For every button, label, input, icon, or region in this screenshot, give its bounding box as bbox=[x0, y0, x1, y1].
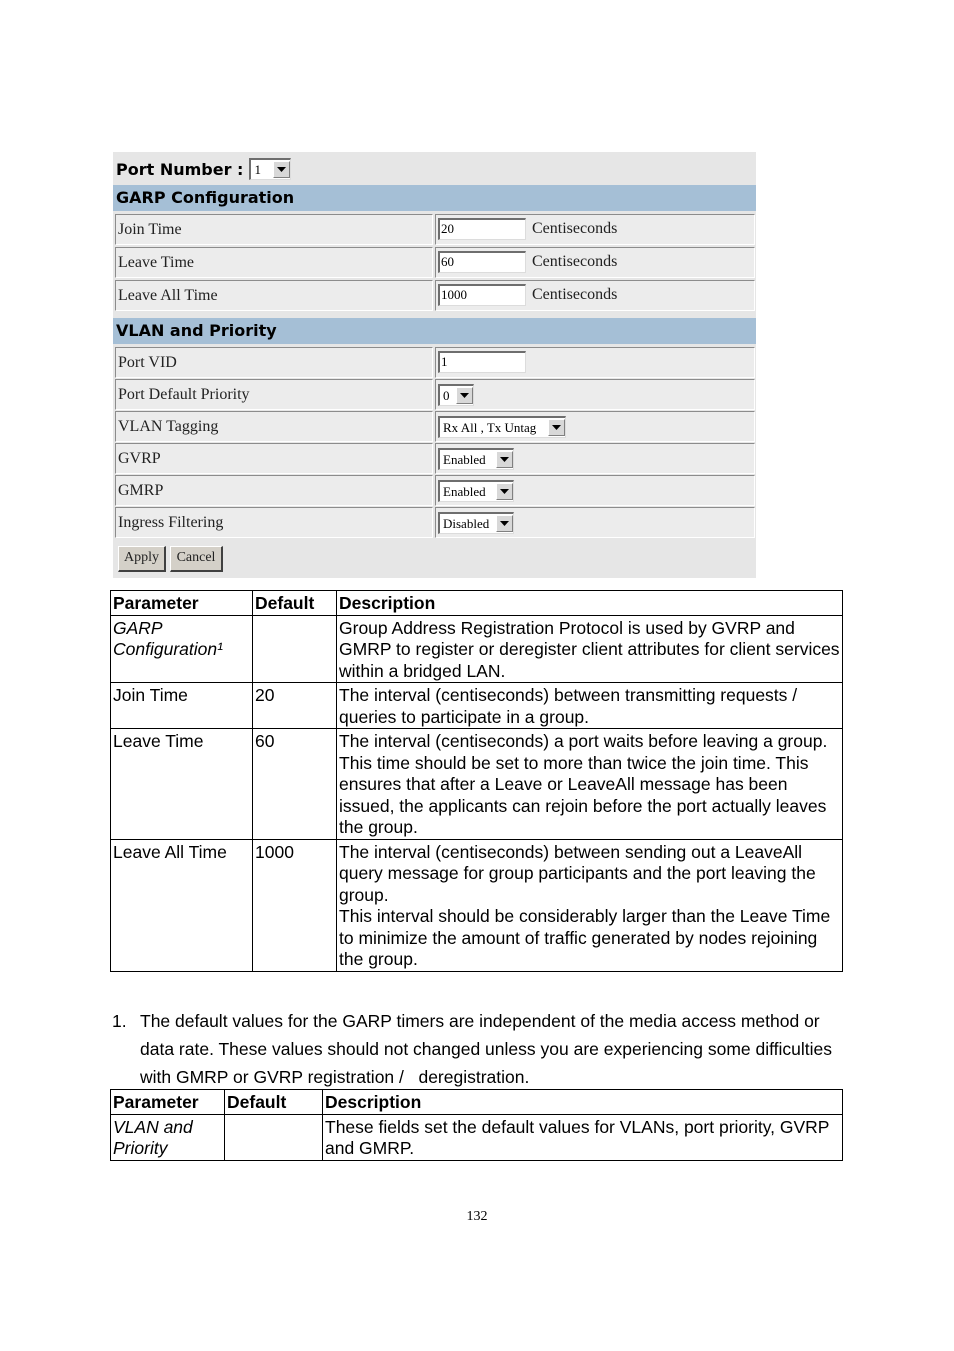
table-row bbox=[111, 839, 843, 971]
default-cell: 60 bbox=[253, 729, 337, 840]
chevron-down-icon bbox=[496, 451, 513, 468]
description-cell bbox=[337, 729, 843, 840]
leave-time-control-cell bbox=[435, 247, 755, 278]
vlan-tagging-value: Rx All , Tx Untag bbox=[443, 419, 537, 435]
param-cell: VLAN and Priority bbox=[111, 1114, 225, 1160]
chevron-down-icon bbox=[496, 483, 513, 500]
ingress-filtering-row bbox=[115, 507, 755, 538]
ingress-filtering-select[interactable] bbox=[438, 512, 514, 534]
port-default-priority-value: 0 bbox=[443, 387, 450, 403]
description-text: These fields set the default values for VLANs, port priority, GVRP and GMRP. bbox=[325, 1116, 830, 1158]
chevron-down-icon bbox=[548, 419, 565, 436]
cancel-button[interactable]: Cancel bbox=[170, 546, 223, 572]
port-default-priority-select[interactable] bbox=[438, 384, 474, 406]
default-cell: 20 bbox=[253, 683, 337, 729]
port-number-select[interactable] bbox=[249, 158, 291, 180]
port-default-priority-label: Port Default Priority bbox=[115, 379, 433, 410]
header-parameter: Parameter bbox=[111, 591, 253, 616]
param-cell: GARP Configuration¹ bbox=[111, 615, 253, 683]
default-cell: 1000 bbox=[253, 839, 337, 971]
param-cell: Join Time bbox=[111, 683, 253, 729]
apply-button[interactable]: Apply bbox=[118, 546, 166, 572]
leave-all-time-control-cell bbox=[435, 280, 755, 311]
gvrp-control-cell bbox=[435, 443, 755, 474]
leave-time-row bbox=[115, 247, 755, 278]
ingress-filtering-label: Ingress Filtering bbox=[115, 507, 433, 538]
join-time-unit: Centiseconds bbox=[532, 220, 618, 237]
description-text: Group Address Registration Protocol is used by GVRP and GMRP to register or deregister client attributes for client services within a bridged LAN. bbox=[339, 617, 840, 681]
port-vid-control-cell bbox=[435, 347, 755, 378]
param-cell: Leave All Time bbox=[111, 839, 253, 971]
page-number: 132 bbox=[466, 1209, 488, 1224]
join-time-input[interactable]: 20 bbox=[438, 218, 526, 240]
ingress-filtering-control-cell bbox=[435, 507, 755, 538]
leave-all-time-unit: Centiseconds bbox=[532, 286, 618, 303]
chevron-down-icon bbox=[273, 161, 290, 178]
leave-all-time-row bbox=[115, 280, 755, 311]
description-cell bbox=[337, 839, 843, 971]
description-cell bbox=[337, 683, 843, 729]
port-number-value: 1 bbox=[254, 161, 261, 177]
default-cell bbox=[253, 615, 337, 683]
table-row bbox=[111, 615, 843, 683]
description-text: This time should be set to more than twice the join time. This ensures that after a Leave or LeaveAll message has been issued, the applicants can rejoin before the port actually leaves the group. bbox=[339, 752, 827, 837]
leave-all-time-label: Leave All Time bbox=[115, 280, 433, 311]
port-number-row bbox=[116, 157, 291, 181]
garp-section-header: GARP Configuration bbox=[113, 185, 756, 211]
description-cell bbox=[323, 1114, 843, 1160]
vlan-parameter-table bbox=[110, 1089, 843, 1161]
chevron-down-icon bbox=[456, 387, 473, 404]
gvrp-select[interactable] bbox=[438, 448, 514, 470]
leave-time-label: Leave Time bbox=[115, 247, 433, 278]
join-time-label: Join Time bbox=[115, 214, 433, 245]
footnote-text: The default values for the GARP timers are independent of the media access method or data rate. These values should not changed unless you are experiencing some difficulties with GMRP or GVRP registration / deregistration. bbox=[140, 1011, 833, 1087]
gvrp-row bbox=[115, 443, 755, 474]
port-vid-row bbox=[115, 347, 755, 378]
port-vid-label: Port VID bbox=[115, 347, 433, 378]
gmrp-label: GMRP bbox=[115, 475, 433, 506]
vlan-tagging-control-cell bbox=[435, 411, 755, 442]
vlan-section-header: VLAN and Priority bbox=[113, 318, 756, 344]
garp-parameter-table bbox=[110, 590, 843, 972]
header-default: Default bbox=[253, 591, 337, 616]
table-row bbox=[111, 683, 843, 729]
leave-all-time-input[interactable]: 1000 bbox=[438, 284, 526, 306]
description-text: The interval (centiseconds) between sending out a LeaveAll query message for group participants and the port leaving the group. bbox=[339, 841, 816, 905]
join-time-row bbox=[115, 214, 755, 245]
gmrp-select[interactable] bbox=[438, 480, 514, 502]
table-header-row bbox=[111, 1090, 843, 1115]
table-row bbox=[111, 729, 843, 840]
gmrp-row bbox=[115, 475, 755, 506]
chevron-down-icon bbox=[496, 515, 513, 532]
default-cell bbox=[225, 1114, 323, 1160]
gvrp-value: Enabled bbox=[443, 451, 486, 467]
port-config-panel bbox=[113, 152, 756, 578]
vlan-tagging-row bbox=[115, 411, 755, 442]
vlan-tagging-select[interactable] bbox=[438, 416, 566, 438]
gvrp-label: GVRP bbox=[115, 443, 433, 474]
port-vid-input[interactable]: 1 bbox=[438, 351, 526, 373]
header-description: Description bbox=[323, 1090, 843, 1115]
vlan-tagging-label: VLAN Tagging bbox=[115, 411, 433, 442]
gmrp-value: Enabled bbox=[443, 483, 486, 499]
header-default: Default bbox=[225, 1090, 323, 1115]
join-time-control-cell bbox=[435, 214, 755, 245]
description-cell bbox=[337, 615, 843, 683]
gmrp-control-cell bbox=[435, 475, 755, 506]
description-text: The interval (centiseconds) between transmitting requests / queries to participate in a group. bbox=[339, 685, 798, 727]
footnote-number: 1. bbox=[112, 1011, 127, 1031]
header-description: Description bbox=[337, 591, 843, 616]
description-text: The interval (centiseconds) a port waits before leaving a group. bbox=[339, 731, 828, 751]
leave-time-unit: Centiseconds bbox=[532, 253, 618, 270]
header-parameter: Parameter bbox=[111, 1090, 225, 1115]
table-row bbox=[111, 1114, 843, 1160]
table-header-row bbox=[111, 591, 843, 616]
port-number-label: Port Number : bbox=[116, 159, 244, 179]
description-text: This interval should be considerably larger than the Leave Time to minimize the amount of traffic generated by nodes rejoining the group. bbox=[339, 906, 831, 969]
leave-time-input[interactable]: 60 bbox=[438, 251, 526, 273]
param-cell: Leave Time bbox=[111, 729, 253, 840]
port-default-priority-row bbox=[115, 379, 755, 410]
ingress-filtering-value: Disabled bbox=[443, 515, 490, 531]
port-default-priority-control-cell bbox=[435, 379, 755, 410]
footnote bbox=[112, 1007, 852, 1091]
